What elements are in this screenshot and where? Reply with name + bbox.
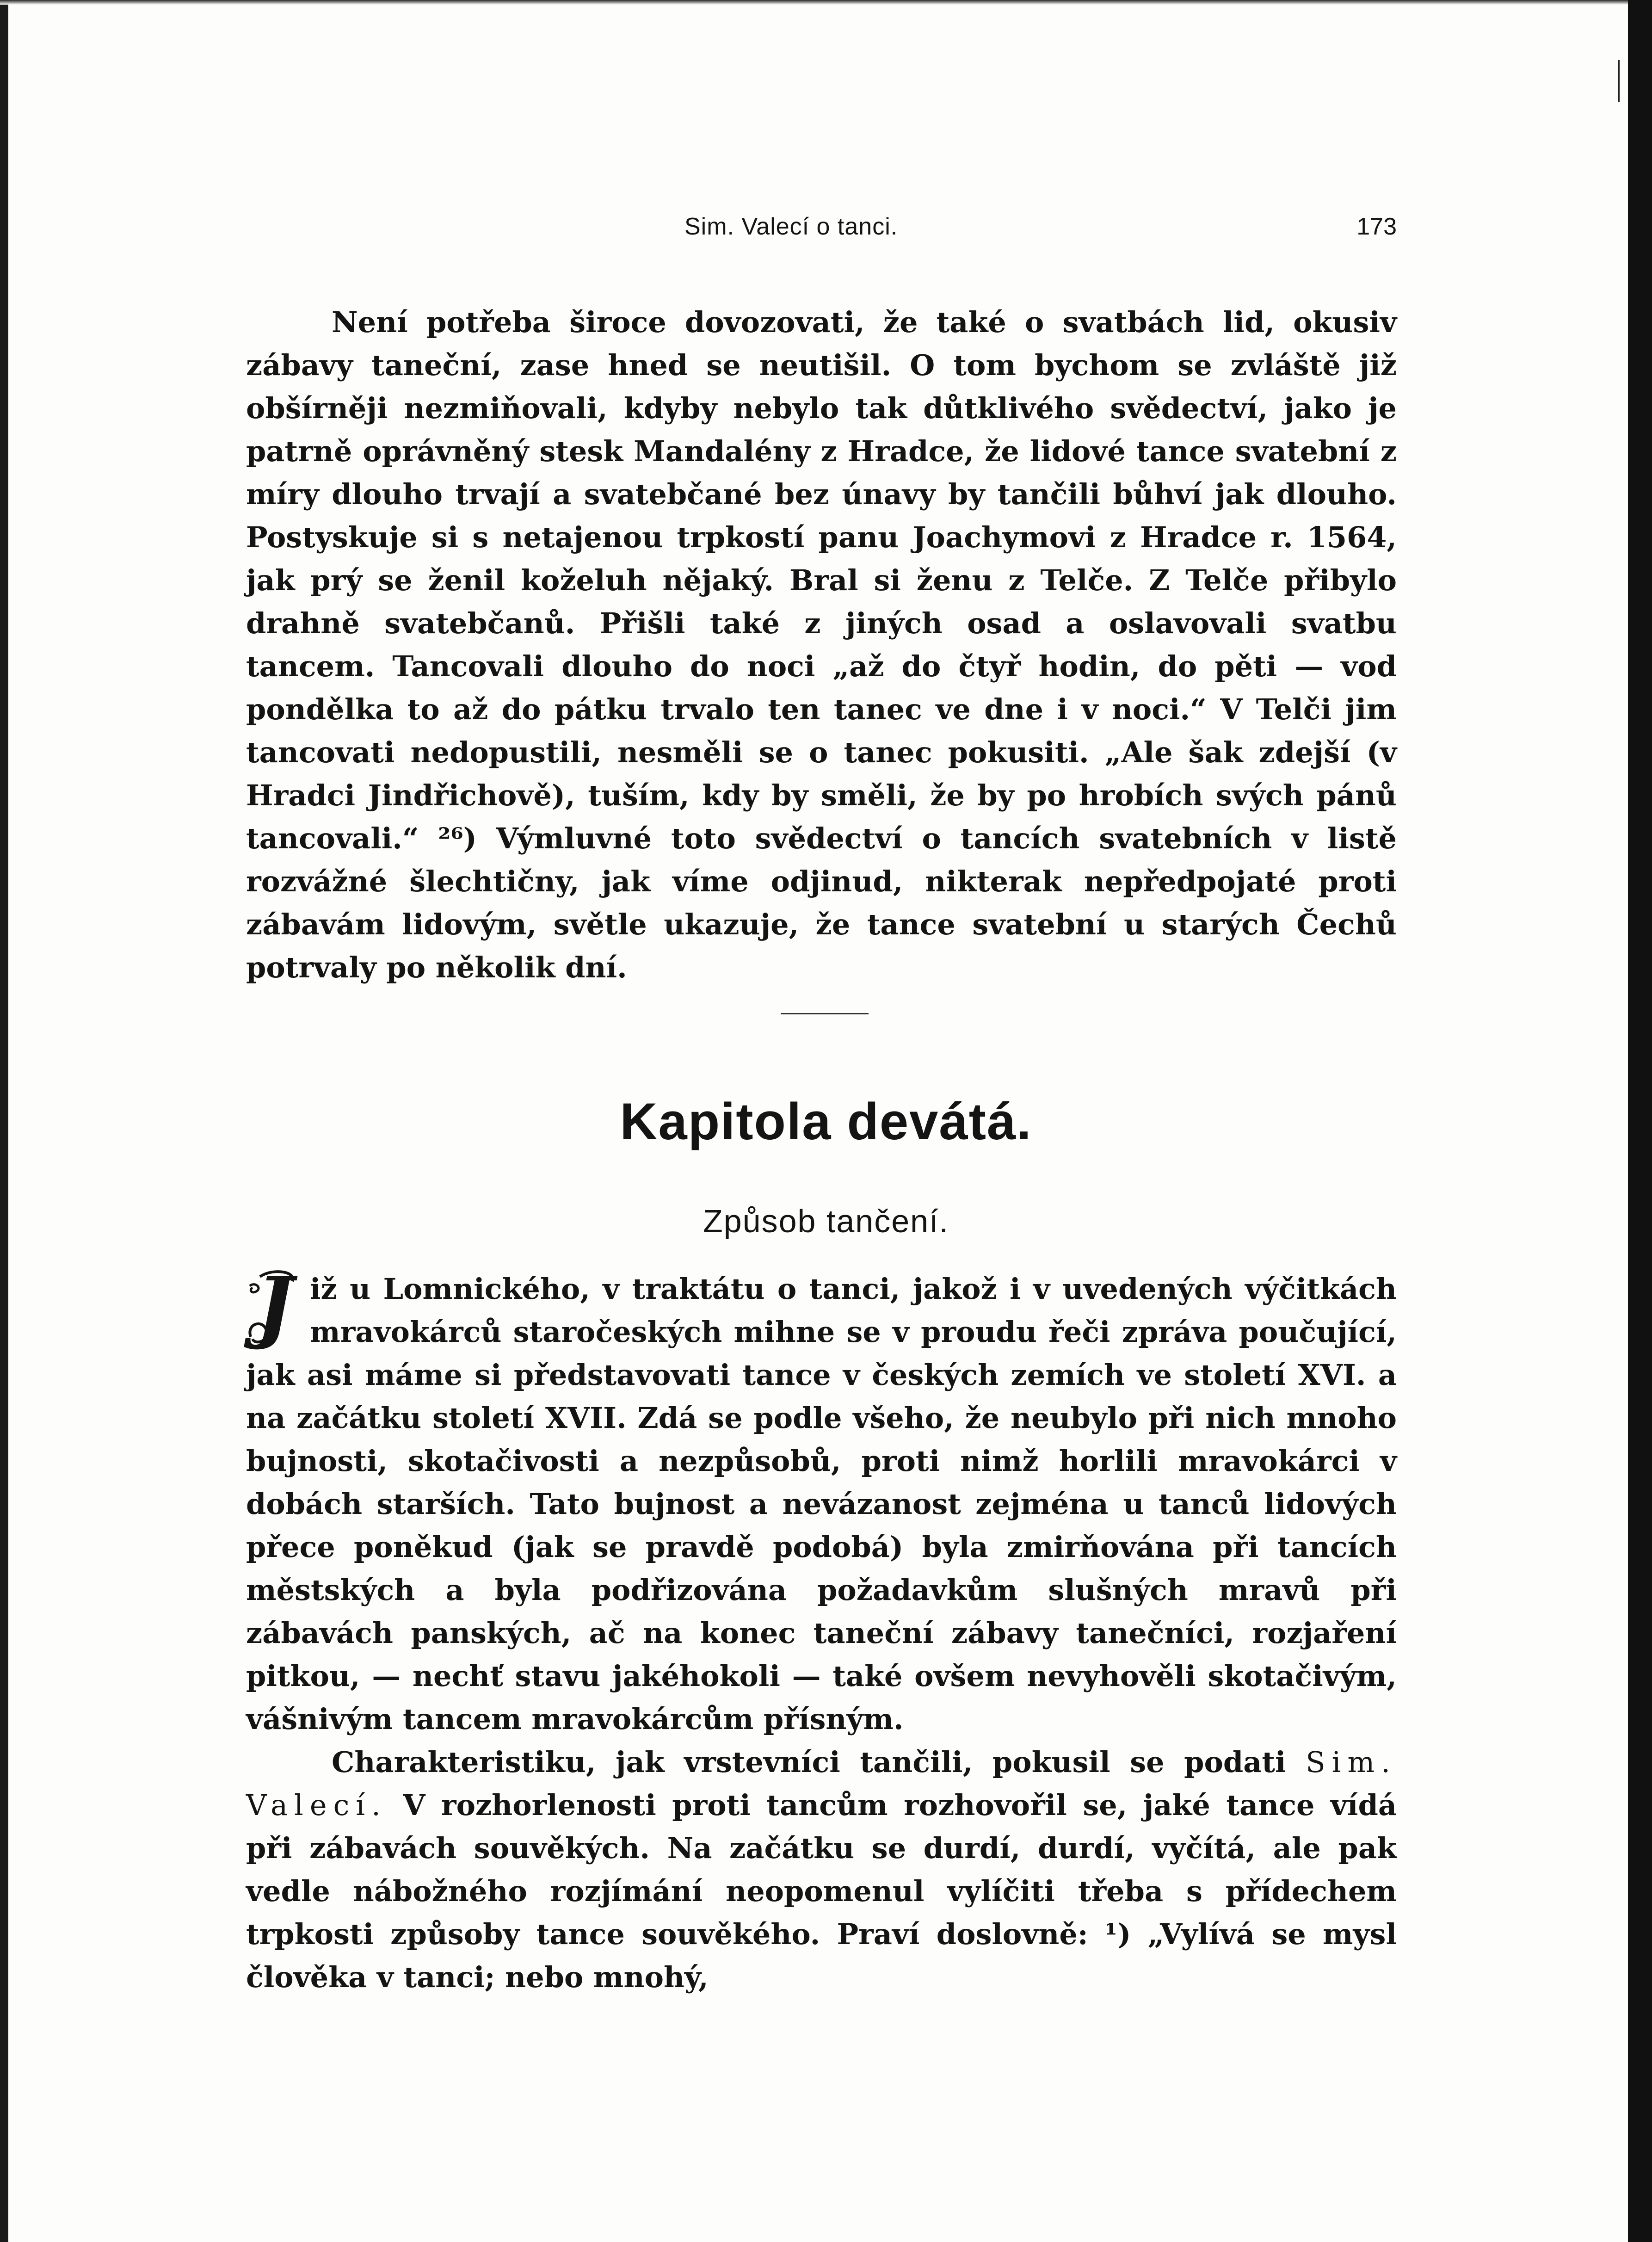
page-header	[684, 213, 1397, 250]
paragraph-characteristics	[246, 1741, 1397, 1999]
chapter-subtitle: Způsob tančení.	[703, 1203, 949, 1239]
section-1-text	[246, 301, 1397, 989]
paragraph-characteristics-lead: Charakteristiku, jak vrstevníci tančili, pokusil se podati	[332, 1745, 1286, 1779]
paragraph-wedding-dances: Není potřeba široce dovozovati, že také o svatbách lid, okusiv zábavy taneční, zase hned se neutišil. O tom bychom se zvláště již obšírněji nezmiňovali, kdyby nebylo tak důtklivého svědectví, jako je patrně oprávněný stesk Mandalény z Hradce, že lidové tance svatební z míry dlouho trvají a svatebčané bez únavy by tančili bůhví jak dlouho. Postyskuje si s netajenou trpkostí panu Joachymovi z Hradce r. 1564, jak prý se ženil koželuh nějaký. Bral si ženu z Telče. Z Telče přibylo drahně svatebčanů. Přišli také z jiných osad a oslavovali svatbu tancem. Tancovali dlouho do noci „až do čtyř hodin, do pěti — vod pondělka to až do pátku trvalo ten tanec ve dne i v noci.“ V Telči jim tancovati nedopustili, nesměli se o tanec pokusiti. „Ale šak zdejší (v Hradci Jindřichově), tuším, kdy by směli, že by po hrobích svých pánů tancovali.“ ²⁶) Výmluvné toto svědectví o tancích svatebních v listě rozvážné šlechtičny, jak víme odjinud, nikterak nepředpojaté proti zábavám lidovým, světle ukazuje, že tance svatební u starých Čechů potrvaly po několik dní.	[246, 305, 1397, 984]
running-title: Sim. Valecí o tanci.	[684, 213, 898, 240]
section-2-text	[246, 1260, 1397, 1999]
paragraph-dance-manner-text: iž u Lomnického, v traktátu o tanci, jakož i v uvedených výčitkách mravokárců staročeských mihne se v proudu řeči zpráva poučující, jak asi máme si představovati tance v českých zemích ve století XVI. a na začátku století XVII. Zdá se podle všeho, že neubylo při nich mnoho bujnosti, skotačivosti a nezpůsobů, proti nimž horlili mravokárci v dobách starších. Tato bujnost a nevázanost zejména u tanců lidových přece poněkud (jak se pravdě podobá) byla zmirňována při tancích městských a byla podřizována požadavkům slušných mravů při zábavách panských, ač na konec taneční zábavy tanečníci, rozjaření pitkou, — nechť stavu jakéhokoli — také ovšem nevyhověli skotačivým, vášnivým tancem mravokárcům přísným.	[246, 1272, 1397, 1736]
author-name: Sim. Valecí.	[246, 1745, 1397, 1822]
scan-corner-mark	[1618, 60, 1628, 102]
ornamental-drop-cap	[246, 1260, 302, 1352]
page-number: 173	[1356, 213, 1397, 240]
scan-border-top	[0, 0, 1652, 5]
paragraph-characteristics-rest: V rozhorlenosti proti tancům rozhovořil se, jaké tance vídá při zábavách souvěkých. Na začátku se durdí, durdí, vyčítá, ale pak vedle nábožného rozjímání neopomenul vylíčiti třeba s přídechem trpkosti způsoby tance souvěkého. Praví doslovně: ¹) „Vylívá se mysl člověka v tanci; nebo mnohý,	[246, 1788, 1397, 1994]
chapter-title: Kapitola devátá.	[620, 1093, 1032, 1150]
paragraph-dance-manner	[246, 1260, 1397, 1741]
drop-cap-letter: J	[256, 1260, 294, 1352]
section-divider	[781, 1013, 869, 1014]
